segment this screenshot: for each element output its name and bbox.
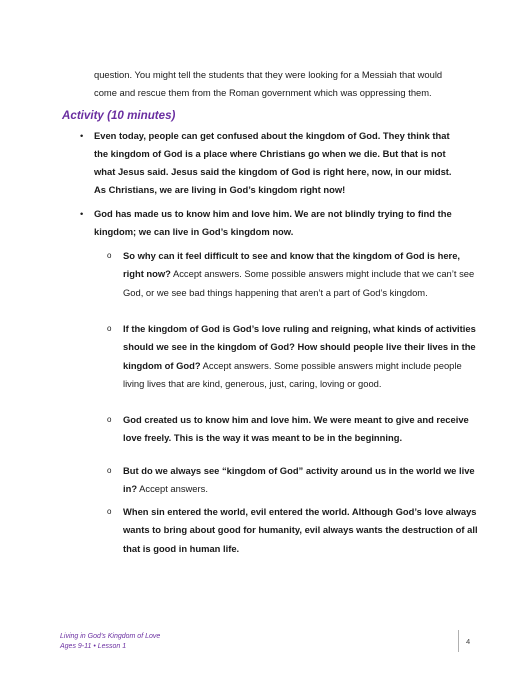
sub-marker: o [107, 415, 112, 424]
sub-question: But do we always see “kingdom of God” activity around us in the world we live in? [123, 465, 475, 495]
sub-statement: When sin entered the world, evil entered the world. Although God’s love always wants to bring about good for humanity, evil always wants the destruction of all that is good in human life. [123, 506, 478, 554]
bullet-marker: • [80, 130, 84, 141]
sub-text [123, 320, 481, 393]
sub-marker: o [107, 466, 112, 475]
sub-text [123, 462, 481, 499]
continuation-paragraph [94, 66, 466, 102]
bullet-line: Even today, people can get confused about the kingdom of God. They think that [94, 130, 450, 141]
sub-statement: God created us to know him and love him. We were meant to give and receive love freely. This is the way it was meant to be in the beginning. [123, 414, 469, 444]
bullet-text [94, 205, 474, 241]
page-number: 4 [466, 637, 471, 646]
sub-note: Accept answers. [137, 483, 208, 495]
footer-divider [458, 630, 459, 652]
bullet-line: what Jesus said. Jesus said the kingdom of God is right here, now, in our midst. [94, 166, 452, 177]
sub-text [123, 503, 481, 558]
continuation-line: come and rescue them from the Roman government which was oppressing them. [94, 87, 432, 98]
bullet-line: As Christians, we are living in God’s kingdom right now! [94, 184, 346, 195]
footer-title: Living in God’s Kingdom of Love [60, 633, 161, 640]
bullet-text [94, 127, 474, 199]
bullet-line: kingdom; we can live in God’s kingdom now. [94, 226, 294, 237]
footer [60, 632, 160, 652]
sub-text [123, 411, 481, 448]
sub-note: Accept answers. Some possible answers might include people living lives that are kind, generous, just, caring, loving or good. [123, 359, 462, 389]
sub-text [123, 247, 481, 302]
section-heading: Activity (10 minutes) [62, 109, 176, 122]
footer-subtitle: Ages 9-11 • Lesson 1 [60, 643, 127, 650]
bullet-line: the kingdom of God is a place where Christians go when we die. But that is not [94, 148, 446, 159]
bullet-line: God has made us to know him and love him. We are not blindly trying to find the [94, 208, 452, 219]
sub-marker: o [107, 507, 112, 516]
sub-question: So why can it feel difficult to see and know that the kingdom of God is here, right now? [123, 250, 461, 280]
sub-question: If the kingdom of God is God’s love ruling and reigning, what kinds of activities should we see in the kingdom of God? How should people live their lives in the kingdom of God? [123, 323, 476, 371]
sub-marker: o [107, 324, 112, 333]
sub-note: Accept answers. Some possible answers might include that we can’t see God, or we see bad things happening that aren’t a part of God’s kingdom. [123, 268, 475, 298]
continuation-line: question. You might tell the students that they were looking for a Messiah that would [94, 69, 443, 80]
sub-marker: o [107, 251, 112, 260]
bullet-marker: • [80, 208, 84, 219]
